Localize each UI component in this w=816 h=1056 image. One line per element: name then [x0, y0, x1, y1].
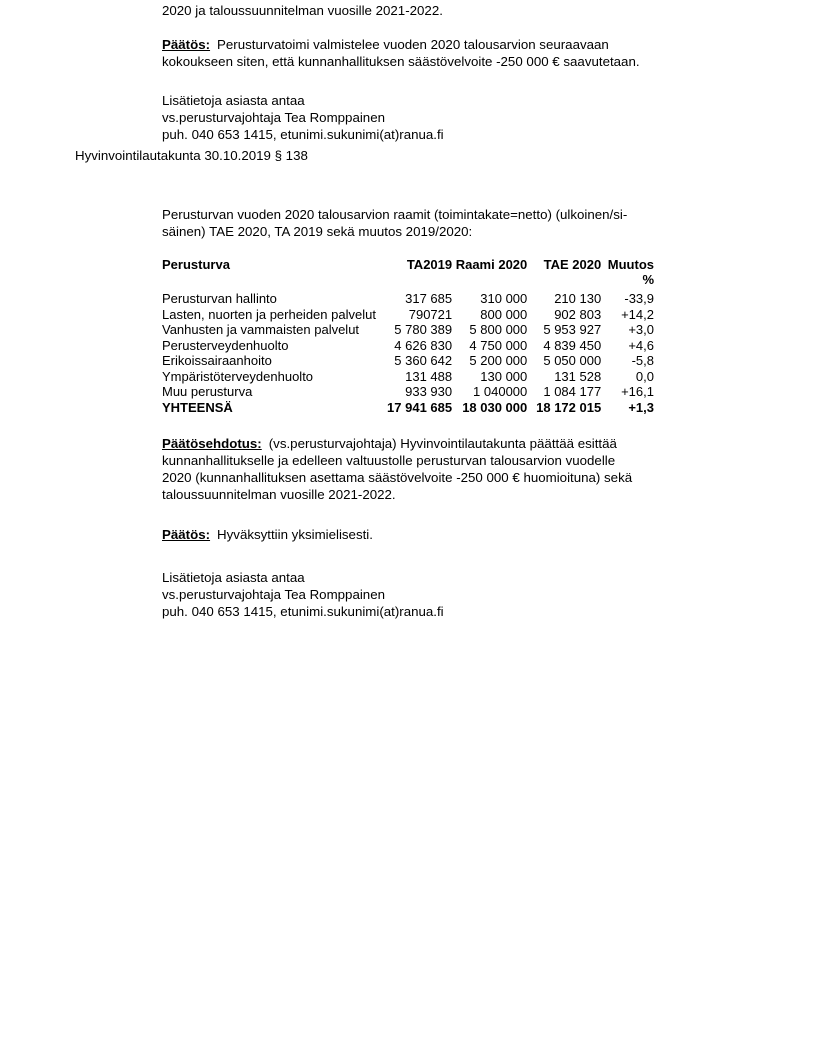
- row-raami2020: 310 000: [480, 291, 528, 306]
- table-row: [162, 322, 654, 338]
- decision-2-paragraph: [162, 526, 654, 543]
- contact-2-line3: puh. 040 653 1415, etunimi.sukunimi(at)ranua.fi: [162, 604, 444, 619]
- total-label: YHTEENSÄ: [162, 399, 233, 415]
- row-raami2020: 5 800 000: [469, 322, 528, 337]
- decision-1-line2: kokoukseen siten, että kunnanhallituksen säästövelvoite -250 000 € saavutetaan.: [162, 54, 640, 69]
- total-ta2019: 17 941 685: [387, 399, 453, 415]
- row-raami2020: 800 000: [480, 306, 528, 322]
- total-muutos: +1,3: [628, 399, 654, 415]
- row-tae2020: 131 528: [554, 368, 602, 384]
- row-tae2020: 902 803: [554, 306, 602, 322]
- row-ta2019: 790721: [408, 306, 453, 322]
- row-tae2020: 4 839 450: [543, 337, 602, 353]
- decision-2-text: Hyväksyttiin yksimielisesti.: [217, 527, 373, 542]
- table-intro-paragraph: [162, 206, 654, 240]
- contact-1-line2: vs.perusturvajohtaja Tea Romppainen: [162, 110, 385, 125]
- proposal-label: Päätösehdotus:: [162, 436, 262, 451]
- row-muutos: +14,2: [621, 306, 654, 322]
- contact-1-line1: Lisätietoja asiasta antaa: [162, 93, 305, 108]
- row-raami2020: 4 750 000: [469, 337, 528, 353]
- row-muutos: +16,1: [621, 384, 654, 399]
- table-header-raami2020: Raami 2020: [455, 257, 528, 272]
- contact-2-line1: Lisätietoja asiasta antaa: [162, 570, 305, 585]
- row-ta2019: 317 685: [405, 291, 453, 306]
- row-label: Ympäristöterveydenhuolto: [162, 368, 314, 384]
- budget-table: [162, 257, 654, 415]
- table-intro-line1: Perusturvan vuoden 2020 talousarvion raamit (toimintakate=netto) (ulkoinen/si-: [162, 207, 628, 222]
- proposal-line4: taloussuunnitelman vuosille 2021-2022.: [162, 487, 396, 502]
- table-total-row: [162, 400, 654, 416]
- row-muutos: 0,0: [635, 368, 654, 384]
- row-tae2020: 210 130: [554, 291, 602, 306]
- decision-1-line1: Perusturvatoimi valmistelee vuoden 2020 talousarvion seuraavaan: [217, 37, 609, 52]
- table-row: [162, 369, 654, 385]
- row-raami2020: 1 040000: [473, 384, 528, 399]
- row-label: Lasten, nuorten ja perheiden palvelut: [162, 306, 376, 322]
- section-heading: Hyvinvointilautakunta 30.10.2019 § 138: [75, 148, 308, 163]
- table-header-muutos: Muutos: [607, 257, 654, 272]
- row-muutos: -5,8: [631, 353, 654, 368]
- row-tae2020: 5 953 927: [543, 322, 602, 337]
- row-muutos: +3,0: [628, 322, 654, 337]
- row-tae2020: 5 050 000: [543, 353, 602, 368]
- contact-block-2: [162, 569, 654, 620]
- contact-block-1: [162, 92, 654, 143]
- total-raami2020: 18 030 000: [462, 399, 528, 415]
- proposal-line2: kunnanhallitukselle ja edelleen valtuustolle perusturvan talousarvion vuodelle: [162, 453, 616, 468]
- table-header-row: [162, 257, 654, 273]
- proposal-paragraph: [162, 435, 654, 503]
- row-ta2019: 131 488: [405, 368, 453, 384]
- row-label: Perusterveydenhuolto: [162, 337, 289, 353]
- table-unit-row: [162, 273, 654, 291]
- row-raami2020: 5 200 000: [469, 353, 528, 368]
- row-ta2019: 5 780 389: [394, 322, 453, 337]
- row-label: Vanhusten ja vammaisten palvelut: [162, 322, 360, 337]
- row-label: Perusturvan hallinto: [162, 291, 277, 306]
- proposal-line3: 2020 (kunnanhallituksen asettama säästövelvoite -250 000 € huomioituna) sekä: [162, 470, 633, 485]
- table-unit-percent: %: [642, 272, 654, 287]
- intro-line: 2020 ja taloussuunnitelman vuosille 2021-2022.: [162, 3, 443, 18]
- table-row: [162, 384, 654, 400]
- row-ta2019: 933 930: [405, 384, 453, 399]
- table-header-tae2020: TAE 2020: [543, 257, 602, 272]
- table-row: [162, 291, 654, 307]
- decision-2-label: Päätös:: [162, 527, 211, 542]
- table-header-perusturva: Perusturva: [162, 257, 230, 272]
- contact-1-line3: puh. 040 653 1415, etunimi.sukunimi(at)ranua.fi: [162, 127, 444, 142]
- row-muutos: -33,9: [624, 291, 654, 306]
- row-ta2019: 5 360 642: [394, 353, 453, 368]
- table-header-ta2019: TA2019: [406, 257, 453, 272]
- row-ta2019: 4 626 830: [394, 337, 453, 353]
- table-intro-line2: säinen) TAE 2020, TA 2019 sekä muutos 2019/2020:: [162, 224, 473, 239]
- contact-2-line2: vs.perusturvajohtaja Tea Romppainen: [162, 587, 385, 602]
- row-label: Muu perusturva: [162, 384, 253, 399]
- decision-1-label: Päätös:: [162, 37, 211, 52]
- proposal-line1: (vs.perusturvajohtaja) Hyvinvointilautakunta päättää esittää: [268, 436, 617, 451]
- total-tae2020: 18 172 015: [536, 399, 602, 415]
- table-row: [162, 307, 654, 323]
- row-label: Erikoissairaanhoito: [162, 353, 272, 368]
- decision-1-paragraph: [162, 36, 654, 70]
- document-content: [0, 0, 654, 620]
- table-row: [162, 338, 654, 354]
- table-row: [162, 353, 654, 369]
- row-tae2020: 1 084 177: [543, 384, 602, 399]
- row-raami2020: 130 000: [480, 368, 528, 384]
- row-muutos: +4,6: [628, 337, 654, 353]
